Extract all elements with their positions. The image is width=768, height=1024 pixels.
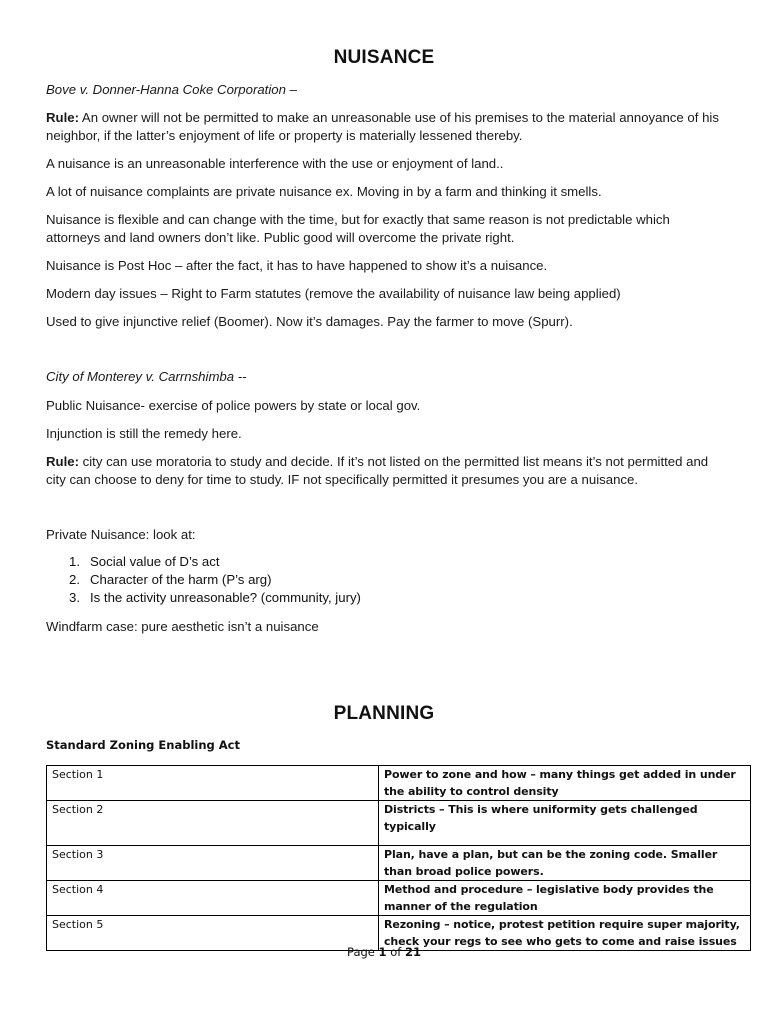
rule-monterey: [46, 453, 726, 489]
list-item: [46, 589, 726, 607]
list-item: [46, 553, 726, 571]
page-footer: [0, 945, 768, 959]
paragraph: Used to give injunctive relief (Boomer). Now it’s damages. Pay the farmer to move (Spurr).: [46, 314, 573, 329]
table-row: [47, 846, 751, 881]
section-cell: Section 5: [47, 916, 379, 951]
paragraph: Modern day issues – Right to Farm statutes (remove the availability of nuisance law being applied): [46, 286, 621, 301]
table-row: [47, 801, 751, 846]
paragraph: A lot of nuisance complaints are private nuisance ex. Moving in by a farm and thinking it smells.: [46, 184, 602, 199]
section-cell: Section 2: [47, 801, 379, 846]
list-item: [46, 571, 726, 589]
table-caption: Standard Zoning Enabling Act: [46, 738, 240, 752]
paragraph: Injunction is still the remedy here.: [46, 426, 242, 441]
description-cell: Plan, have a plan, but can be the zoning code. Smaller than broad police powers.: [379, 846, 751, 881]
list-number: 2.: [69, 572, 80, 587]
description-cell: Power to zone and how – many things get added in under the ability to control density: [379, 766, 751, 801]
paragraph: A nuisance is an unreasonable interference with the use or enjoyment of land..: [46, 156, 504, 171]
zoning-act-table: [46, 765, 751, 951]
section-cell: Section 4: [47, 881, 379, 916]
planning-heading: PLANNING: [333, 703, 435, 724]
list-text: Character of the harm (P’s arg): [90, 572, 272, 587]
rule-label: Rule:: [46, 454, 79, 469]
section-cell: Section 1: [47, 766, 379, 801]
page-of-label: of: [386, 945, 405, 959]
rule-label: Rule:: [46, 110, 79, 125]
table-row: [47, 881, 751, 916]
paragraph: Private Nuisance: look at:: [46, 527, 196, 542]
paragraph: Nuisance is flexible and can change with the time, but for exactly that same reason is not predictable which attorneys and land owners don’t like. Public good will overcome the private right.: [46, 212, 670, 245]
page-label: Page: [347, 945, 379, 959]
table-row: [47, 766, 751, 801]
paragraph: Windfarm case: pure aesthetic isn’t a nuisance: [46, 619, 319, 634]
page-total: 21: [404, 945, 421, 959]
list-text: Is the activity unreasonable? (community, jury): [90, 590, 361, 605]
nuisance-heading: NUISANCE: [333, 47, 435, 68]
list-number: 3.: [69, 590, 80, 605]
description-cell: Method and procedure – legislative body provides the manner of the regulation: [379, 881, 751, 916]
rule-text: city can use moratoria to study and decide. If it’s not listed on the permitted list means it’s not permitted and city can choose to deny for time to study. IF not specifically permitted it presumes you are a nuisance.: [46, 454, 709, 487]
paragraph: Public Nuisance- exercise of police powers by state or local gov.: [46, 398, 421, 413]
case-monterey: City of Monterey v. Carrnshimba --: [46, 369, 247, 384]
section-cell: Section 3: [47, 846, 379, 881]
rule-bove: [46, 109, 726, 145]
list-number: 1.: [69, 554, 80, 569]
private-nuisance-list: [46, 553, 726, 607]
page-number: 1: [378, 945, 387, 959]
paragraph: Nuisance is Post Hoc – after the fact, it has to have happened to show it’s a nuisance.: [46, 258, 548, 273]
description-cell: Rezoning – notice, protest petition require super majority, check your regs to see who gets to come and raise issues: [379, 916, 751, 951]
description-cell: Districts – This is where uniformity gets challenged typically: [379, 801, 751, 846]
list-text: Social value of D’s act: [90, 554, 220, 569]
case-bove: Bove v. Donner-Hanna Coke Corporation –: [46, 82, 297, 97]
rule-text: An owner will not be permitted to make an unreasonable use of his premises to the material annoyance of his neighbor, if the latter’s enjoyment of life or property is materially lessened thereby.: [46, 110, 719, 143]
